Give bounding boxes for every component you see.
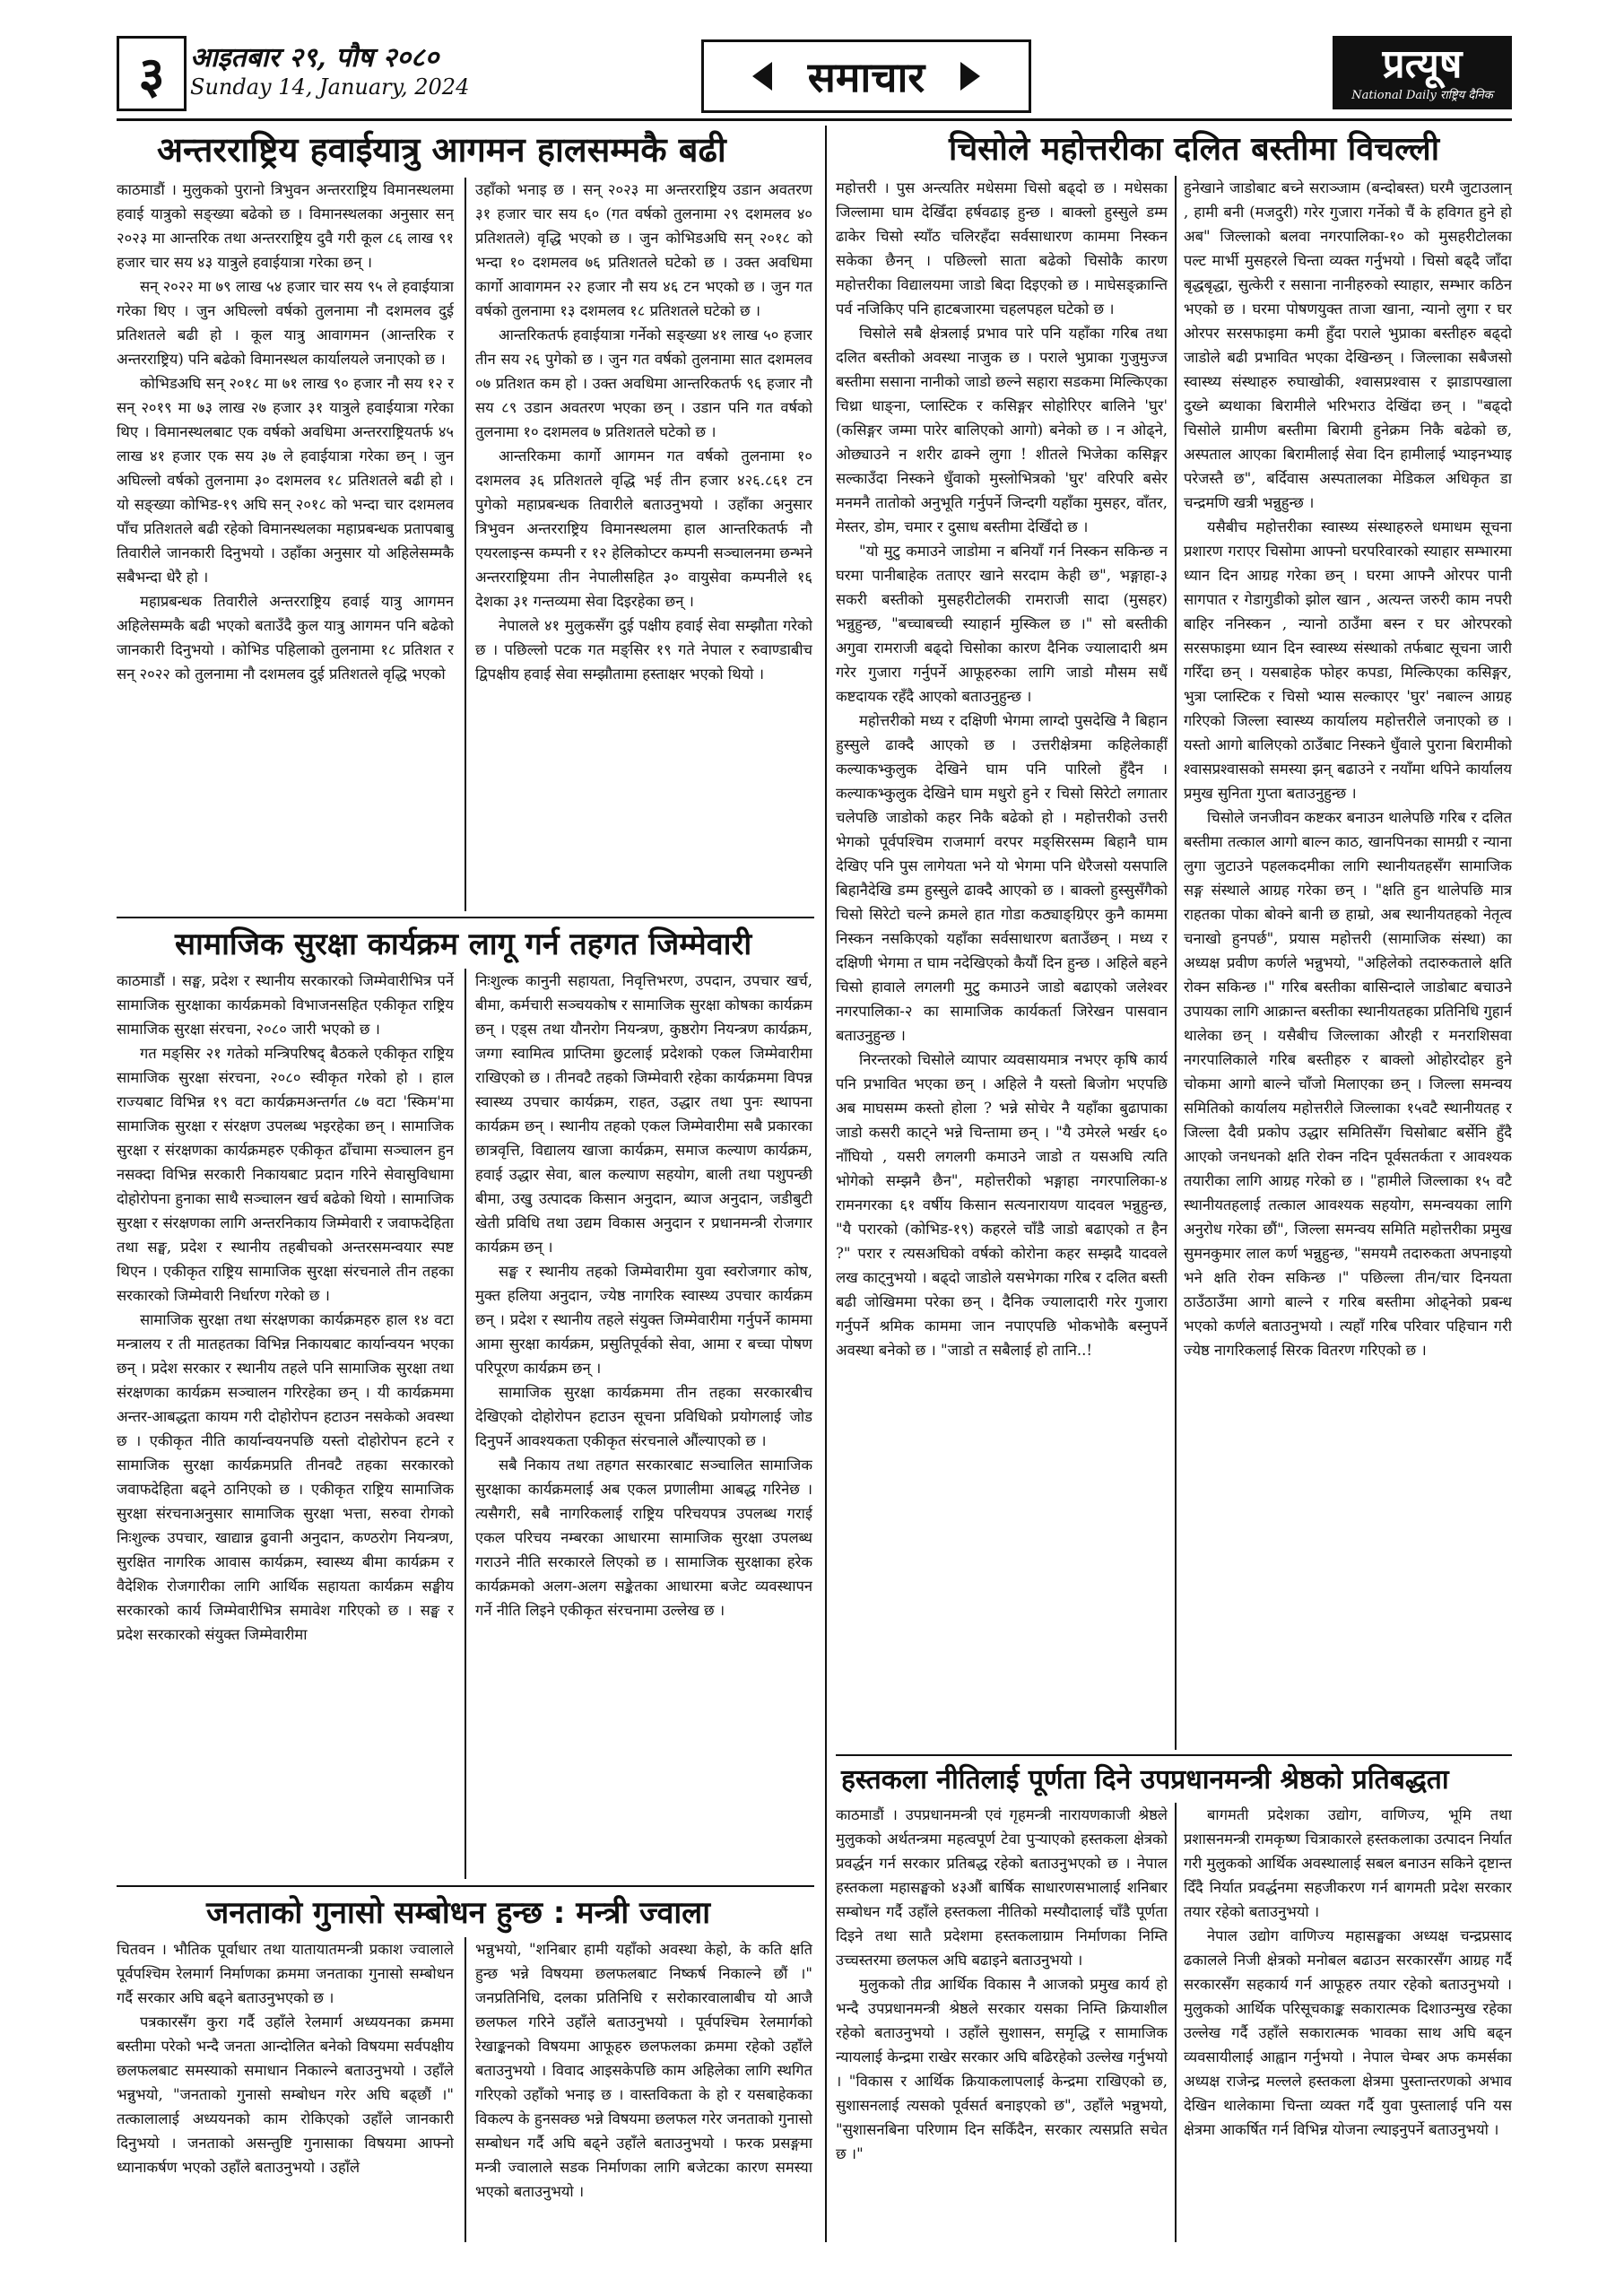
- logo-tagline: National Daily राष्ट्रिय दैनिक: [1351, 89, 1493, 102]
- paragraph: आन्तरिकमा कार्गो आगमन गत वर्षको तुलनामा १० दशमलव ३६ प्रतिशतले वृद्धि भई तीन हजार ४२६.८६१ टन पुगेको महाप्रबन्धक तिवारीले बताउनुभयो । उहाँका अनुसार त्रिभुवन अन्तरराष्ट्रिय विमानस्थलमा हाल आन्तरिकतर्फ नौ एयरलाइन्स कम्पनी र १२ हेलिकोप्टर कम्पनी सञ्चालनमा छन्भने अन्तरराष्ट्रियमा तीन नेपालीसहित ३० वायुसेवा कम्पनीले १६ देशका ३१ गन्तव्यमा सेवा दिइरहेका छन् ।: [475, 448, 812, 610]
- article-handicraft-col1: [836, 1803, 1168, 2242]
- date-english: Sunday 14, January, 2024: [190, 74, 470, 100]
- newspaper-logo: [1333, 36, 1512, 109]
- article-cold-col1: [836, 176, 1168, 1750]
- paragraph: पत्रकारसँग कुरा गर्दै उहाँले रेलमार्ग अध्ययनका क्रममा बस्तीमा परेको भन्दै जनता आन्दोलित बनेको विषयमा सर्वपक्षीय छलफलबाट समस्याको समाधान निकाल्ने बताउनुभयो । उहाँले भन्नुभयो, "जनताको गुनासो सम्बोधन गरेर अघि बढ्छौं ।" तत्कालालाई अध्ययनको काम रोकिएको उहाँले जानकारी दिनुभयो । जनताको असन्तुष्टि गुनासाका विषयमा आफ्नो ध्यानाकर्षण भएको उहाँले बताउनुभयो । उहाँले: [117, 2013, 454, 2176]
- paragraph: कोभिडअघि सन् २०१८ मा ७१ लाख ९० हजार नौ सय १२ र सन् २०१९ मा ७३ लाख २७ हजार ३१ यात्रुले हवाईयात्रा गरेका थिए । विमानस्थलबाट एक वर्षको अवधिमा अन्तरराष्ट्रियतर्फ ४५ लाख ४१ हजार एक सय ३७ ले हवाईयात्रा गरेका छन् । जुन अघिल्लो वर्षको तुलनामा ३० दशमलव १८ प्रतिशतले बढी हो । यो सङ्ख्या कोभिड-१९ अघि सन् २०१८ को भन्दा चार दशमलव पाँच प्रतिशतले बढी रहेको विमानस्थलका महाप्रबन्धक प्रतापबाबु तिवारीले जानकारी दिनुभयो । उहाँका अनुसार यो अहिलेसम्मकै सबैभन्दा धेरै हो ।: [117, 375, 454, 586]
- article-divider: [836, 1754, 1512, 1756]
- article-minister-col1: [117, 1937, 454, 2242]
- headline-cold: चिसोले महोत्तरीका दलित बस्तीमा विचल्ली: [949, 131, 1440, 168]
- paragraph: काठमाडौं । उपप्रधानमन्त्री एवं गृहमन्त्री नारायणकाजी श्रेष्ठले मुलुकको अर्थतन्त्रमा महत्वपूर्ण टेवा पुऱ्याएको हस्तकला क्षेत्रको प्रवर्द्धन गर्न सरकार प्रतिबद्ध रहेको बताउनुभएको छ । नेपाल हस्तकला महासङ्घको ४३औं बार्षिक साधारणसभालाई शनिबार सम्बोधन गर्दै उहाँले हस्तकला नीतिको मस्यौदालाई चाँडै पूर्णता दिइने तथा सातै प्रदेशमा हस्तकलाग्राम निर्माणका निम्ति उच्चस्तरमा छलफल अघि बढाइने बताउनुभयो ।: [836, 1806, 1168, 1969]
- headline-social-security: सामाजिक सुरक्षा कार्यक्रम लागू गर्न तहगत जिम्मेवारी: [175, 926, 752, 962]
- headline-airport: अन्तरराष्ट्रिय हवाईयात्रु आगमन हालसम्मकै बढी: [157, 130, 726, 170]
- paragraph: चिसोले सबै क्षेत्रलाई प्रभाव पारे पनि यहाँका गरिब तथा दलित बस्तीको अवस्था नाजुक छ । पराले भुप्राका गुजुमुज्ज बस्तीमा ससाना नानीको जाडो छल्ने सहारा सडकमा मिल्किएका चिथ्रा धाङ्ना, प्लास्टिक र कसिङ्गर सोहोरिएर बालिने 'घुर' (कसिङ्गर जम्मा पारेर बालिएको आगो) बनेको छ । न ओढ्ने, ओछ्याउने न शरीर ढाक्ने लुगा ! शीतले भिजेका कसिङ्गर सल्काउँदा निस्कने धुँवाको मुस्लोभित्रको 'घुर' वरिपरि बसेर मनमनै तातोको अनुभूति गर्नुपर्ने जिन्दगी यहाँका मुसहर, वाँतर, मेस्तर, डोम, चमार र दुसाध बस्तीमा देखिँदो छ ।: [836, 325, 1168, 535]
- paragraph: सङ्घ र स्थानीय तहको जिम्मेवारीमा युवा स्वरोजगार कोष, मुक्त हलिया अनुदान, ज्येष्ठ नागरिक स्वास्थ्य उपचार कार्यक्रम छन् । प्रदेश र स्थानीय तहले संयुक्त जिम्मेवारीमा गर्नुपर्ने काममा आमा सुरक्षा कार्यक्रम, प्रसुतिपूर्वको सेवा, आमा र बच्चा पोषण परिपूरण कार्यक्रम छन् ।: [475, 1263, 812, 1377]
- article-cold-col2: [1184, 176, 1512, 1750]
- paragraph: काठमाडौं । सङ्घ, प्रदेश र स्थानीय सरकारको जिम्मेवारीभित्र पर्ने सामाजिक सुरक्षाका कार्यक्रमको विभाजनसहित एकीकृत राष्ट्रिय सामाजिक सुरक्षा संरचना, २०८० जारी भएको छ ।: [117, 972, 454, 1038]
- arrow-right-icon: [960, 62, 980, 91]
- article-social-col1: [117, 969, 454, 1879]
- section-title: समाचार: [807, 53, 925, 101]
- paragraph: सबै निकाय तथा तहगत सरकारबाट सञ्चालित सामाजिक सुरक्षाका कार्यक्रमलाई अब एकल प्रणालीमा आबद्ध गरिनेछ । त्यसैगरी, सबै नागरिकलाई राष्ट्रिय परिचयपत्र उपलब्ध गराई एकल परिचय नम्बरका आधारमा सामाजिक सुरक्षा उपलब्ध गराउने नीति सरकारले लिएको छ । सामाजिक सुरक्षाका हरेक कार्यक्रमको अलग-अलग सङ्केतका आधारमा बजेट व्यवस्थापन गर्ने नीति लिइने एकीकृत संरचनामा उल्लेख छ ।: [475, 1457, 812, 1619]
- paragraph: उहाँको भनाइ छ । सन् २०२३ मा अन्तरराष्ट्रिय उडान अवतरण ३१ हजार चार सय ६० (गत वर्षको तुलनामा २९ दशमलव ४० प्रतिशतले) वृद्धि भएको छ । जुन कोभिडअघि सन् २०१८ को भन्दा १० दशमलव ७६ प्रतिशतले घटेको छ । उक्त अवधिमा कार्गो आवागमन २२ हजार नौ सय ४६ टन भएको छ । जुन गत वर्षको तुलनामा १३ दशमलव १८ प्रतिशतले घटेको छ ।: [475, 181, 812, 319]
- paragraph: मुलुकको तीव्र आर्थिक विकास नै आजको प्रमुख कार्य हो भन्दै उपप्रधानमन्त्री श्रेष्ठले सरकार यसका निम्ति क्रियाशील रहेको बताउनुभयो । उहाँले सुशासन, समृद्धि र सामाजिक न्यायलाई केन्द्रमा राखेर सरकार अघि बढिरहेको उल्लेख गर्नुभयो । "विकास र आर्थिक क्रियाकलापलाई केन्द्रमा राखिएको छ, सुशासनलाई त्यसको पूर्वसर्त बनाइएको छ", उहाँले भन्नुभयो, "सुशासनबिना परिणाम दिन सकिँदैन, सरकार त्यसप्रति सचेत छ ।": [836, 1976, 1168, 2162]
- paragraph: महोत्तरीको मध्य र दक्षिणी भेगमा लाग्दो पुसदेखि नै बिहान हुस्सुले ढाक्दै आएको छ । उत्तरीक्षेत्रमा कहिलेकाहीँ कल्याकभ्कुलुक देखिने घाम पनि पारिलो हुँदैन । कल्याकभ्कुलुक देखिने घाम मधुरो हुने र चिसो सिरेटो लगातार चलेपछि जाडोको कहर निकै बढेको हो । महोत्तरीको उत्तरी भेगको पूर्वपश्चिम राजमार्ग वरपर मङ्सिरसम्म बिहानै घाम देखिए पनि पुस लागेयता भने यो भेगमा पनि धेरैजसो यसपालि बिहानैदेखि डम्म हुस्सुले ढाक्दै आएको छ । बाक्लो हुस्सुसँगैको चिसो सिरेटो चल्ने क्रमले हात गोडा कठ्याङ्ग्रिएर कुनै काममा निस्कन नसकिएको यहाँका सर्वसाधारण बताउँछन् । मध्य र दक्षिणी भेगमा त घाम नदेखिएको कैयौं दिन हुन्छ । अहिले बहने चिसो हावाले लगलगी मुटु कमाउने जाडो बढाएको जलेश्वर नगरपालिका-२ का सामाजिक कार्यकर्ता जिरेखन पासवान बताउनुहुन्छ ।: [836, 712, 1168, 1044]
- article-divider: [117, 917, 814, 918]
- date-nepali: आइतबार २९, पौष २०८०: [190, 42, 439, 74]
- article-divider: [117, 1885, 814, 1887]
- masthead-rule: [117, 118, 1512, 121]
- section-label: [701, 39, 1031, 113]
- arrow-left-icon: [752, 62, 772, 91]
- paragraph: नेपालले ४१ मुलुकसँग दुई पक्षीय हवाई सेवा सम्झौता गरेको छ । पछिल्लो पटक गत मङ्सिर १९ गते नेपाल र रुवाण्डाबीच द्विपक्षीय हवाई सेवा सम्झौतामा हस्ताक्षर भएको थियो ।: [475, 617, 812, 683]
- paragraph: महाप्रबन्धक तिवारीले अन्तरराष्ट्रिय हवाई यात्रु आगमन अहिलेसम्मकै बढी भएको बताउँदै कुल यात्रु आगमन पनि बढेको जानकारी दिनुभयो । कोभिड पहिलाको तुलनामा १८ प्रतिशत र सन् २०२२ को तुलनामा नौ दशमलव दुई प्रतिशतले वृद्धि भएको: [117, 593, 454, 683]
- headline-minister: जनताको गुनासो सम्बोधन हुन्छ : मन्त्री ज्वाला: [206, 1895, 711, 1931]
- column-divider: [1175, 176, 1177, 1750]
- paragraph: चितवन । भौतिक पूर्वाधार तथा यातायातमन्त्री प्रकाश ज्वालाले पूर्वपश्चिम रेलमार्ग निर्माणका क्रममा जनताका गुनासो सम्बोधन गर्दै सरकार अघि बढ्ने बताउनुभएको छ ।: [117, 1941, 454, 2006]
- paragraph: आन्तरिकतर्फ हवाईयात्रा गर्नेको सङ्ख्या ४१ लाख ५० हजार तीन सय २६ पुगेको छ । जुन गत वर्षको तुलनामा सात दशमलव ०७ प्रतिशत कम हो । उक्त अवधिमा आन्तरिकतर्फ ९६ हजार नौ सय ८९ उडान अवतरण भएका छन् । उडान पनि गत वर्षको तुलनामा १० दशमलव ७ प्रतिशतले घटेको छ ।: [475, 326, 812, 440]
- article-airport-col2: [475, 178, 812, 911]
- article-social-col2: [475, 969, 812, 1879]
- paragraph: गत मङ्सिर २१ गतेको मन्त्रिपरिषद् बैठकले एकीकृत राष्ट्रिय सामाजिक सुरक्षा संरचना, २०८० स्वीकृत गरेको हो । हाल राज्यबाट विभिन्न १९ वटा कार्यक्रमअन्तर्गत ८७ वटा 'स्किम'मा सामाजिक सुरक्षा र संरक्षण उपलब्ध भइरहेका छन् । सामाजिक सुरक्षा र संरक्षणका कार्यक्रमहरु एकीकृत ढाँचामा सञ्चालन हुन नसक्दा विभिन्न सरकारी निकायबाट प्रदान गरिने सेवासुविधामा दोहोरोपना हुनाका साथै सञ्चालन खर्च बढेको थियो । सामाजिक सुरक्षा र संरक्षणका लागि अन्तरनिकाय जिम्मेवारी र जवाफदेहिता तथा सङ्घ, प्रदेश र स्थानीय तहबीचको अन्तरसमन्वयार स्पष्ट थिएन । एकीकृत राष्ट्रिय सामाजिक सुरक्षा संरचनाले तीन तहका सरकारको जिम्मेवारी निर्धारण गरेको छ ।: [117, 1045, 454, 1304]
- dateline: [190, 38, 469, 100]
- paragraph: चिसोले जनजीवन कष्टकर बनाउन थालेपछि गरिब र दलित बस्तीमा तत्काल आगो बाल्न काठ, खानपिनका सामग्री र न्याना लुगा जुटाउने पहलकदमीका लागि स्थानीयतहसँग सामाजिक सङ्ग संस्थाले आग्रह गरेका छन् । "क्षति हुन थालेपछि मात्र राहतका पोका बोक्ने बानी छ हाम्रो, अब स्थानीयतहको नेतृत्व चनाखो हुनपर्छ", प्रयास महोत्तरी (सामाजिक संस्था) का अध्यक्ष प्रवीण कर्णले भन्नुभयो, "अहिलेको तदारुकताले क्षति रोक्न सकिन्छ ।" गरिब बस्तीका बासिन्दाले जाडोबाट बचाउने उपायका लागि आक्रान्त बस्तीका स्थानीयतहका प्रतिनिधि गुहार्न थालेका छन् । यसैबीच जिल्लाका औरही र मनराशिसवा नगरपालिकाले गरिब बस्तीहरु र बाक्लो ओहोरदोहर हुने चोकमा आगो बाल्ने चाँजो मिलाएका छन् । जिल्ला समन्वय समितिको कार्यालय महोत्तरीले जिल्लाका १५वटै स्थानीयतह र जिल्ला दैवी प्रकोप उद्धार समितिसँग चिसोबाट बर्सेनि हुँदै आएको जनधनको क्षति रोक्न नदिन पूर्वसतर्कता र आवश्यक तयारीका लागि आग्रह गरेको छ । "हामीले जिल्लाका १५ वटै स्थानीयतहलाई तत्काल आवश्यक सहयोग, समन्वयका लागि अनुरोध गरेका छौं", जिल्ला समन्वय समिति महोत्तरीका प्रमुख सुमनकुमार लाल कर्ण भन्नुहुन्छ, "समयमै तदारुकता अपनाइयो भने क्षति रोक्न सकिन्छ ।" पछिल्ला तीन/चार दिनयता ठाउँठाउँमा आगो बाल्ने र गरिब बस्तीमा ओढ्नेको प्रबन्ध भएको कर्णले बताउनुभयो । त्यहाँ गरिब परिवार पहिचान गरी ज्येष्ठ नागरिकलाई सिरक वितरण गरिएको छ ।: [1184, 809, 1512, 1359]
- column-divider: [465, 178, 466, 911]
- paragraph: हुनेखाने जाडोबाट बच्ने सराञ्जाम (बन्दोबस्त) घरमै जुटाउलान् , हामी बनी (मजदुरी) गरेर गुजारा गर्नेको चैं के हविगत हुने हो अब" जिल्लाको बलवा नगरपालिका-१० को मुसहरीटोलका पल्ट मार्भी मुसहरले चिन्ता व्यक्त गर्नुभयो । चिसो बढ्दै जाँदा बृद्धबृद्धा, सुत्केरी र ससाना नानीहरुको स्याहार, सम्भार कठिन भएको छ । घरमा पोषणयुक्त ताजा खाना, न्यानो लुगा र घर ओरपर सरसफाइमा कमी हुँदा पराले भुप्राका बस्तीहरु बढ्दो जाडोले बढी प्रभावित भएका देखिन्छन् । जिल्लाका सबैजसो स्वास्थ्य संस्थाहरु रुघाखोकी, श्वासप्रश्वास र झाडापखाला दुख्ने ब्यथाका बिरामीले भरिभराउ देखिंदा छन् । "बढ्दो चिसोले ग्रामीण बस्तीमा बिरामी हुनेक्रम निकै बढेको छ, अस्पताल आएका बिरामीलाई सेवा दिन हामीलाई भ्याइनभ्याइ परेजस्तै छ", बर्दिवास अस्पतालका मेडिकल अधिकृत डा चन्द्रमणि खत्री भन्नुहुन्छ ।: [1184, 179, 1512, 511]
- paragraph: निरन्तरको चिसोले व्यापार व्यवसायमात्र नभएर कृषि कार्य पनि प्रभावित भएका छन् । अहिले नै यस्तो बिजोग भएपछि अब माघसम्म कस्तो होला ? भन्ने सोचेर नै यहाँका बुढापाका जाडो कसरी काट्ने भन्ने चिन्तामा छन् । "यै उमेरले भर्खर ६० नाँघियो , यसरी लगलगी कमाउने जाडो त यसअघि त्यति भोगेको सम्झनै छैन", महोत्तरीको भङ्गाहा नगरपालिका-४ रामनगरका ६१ वर्षीय किसान सत्यनारायण यादवल भन्नुहुन्छ, "यै परारको (कोभिड-१९) कहरले चाँडै जाडो बढाएको त हैन ?" परार र त्यसअघिको वर्षको कोरोना कहर सम्झदै यादवले लख काट्नुभयो । बढ्दो जाडोले यसभेगका गरिब र दलित बस्ती बढी जोखिममा परेका छन् । दैनिक ज्यालादारी गरेर गुजारा गर्नुपर्ने श्रमिक काममा जान नपाएपछि भोकभोकै बस्नुपर्ने अवस्था बनेको छ । "जाडो त सबैलाई हो तानि..!: [836, 1051, 1168, 1359]
- paragraph: सामाजिक सुरक्षा कार्यक्रममा तीन तहका सरकारबीच देखिएको दोहोरोपन हटाउन सूचना प्रविधिको प्रयोगलाई जोड दिनुपर्ने आवश्यकता एकीकृत संरचनाले औंल्याएको छ ।: [475, 1384, 812, 1449]
- article-minister-col2: [475, 1937, 812, 2242]
- paragraph: भन्नुभयो, "शनिबार हामी यहाँको अवस्था केहो, के कति क्षति हुन्छ भन्ने विषयमा छलफलबाट निष्कर्ष निकाल्ने छौं ।" जनप्रतिनिधि, दलका प्रतिनिधि र सरोकारवालाबीच यो आजै छलफल गरिने उहाँले बताउनुभयो । पूर्वपश्चिम रेलमार्गको रेखाङ्कनको विषयमा आफूहरु छलफलका क्रममा रहेको उहाँले बताउनुभयो । विवाद आइसकेपछि काम अहिलेका लागि स्थगित गरिएको उहाँको भनाइ छ । वास्तविकता के हो र यसबाहेकका विकल्प के हुनसक्छ भन्ने विषयमा छलफल गरेर जनताको गुनासो सम्बोधन गर्दै अघि बढ्ने उहाँले बताउनुभयो । फरक प्रसङ्गमा मन्त्री ज्वालाले सडक निर्माणका लागि बजेटका कारण समस्या भएको बताउनुभयो ।: [475, 1941, 812, 2200]
- headline-handicraft: हस्तकला नीतिलाई पूर्णता दिने उपप्रधानमन्त्री श्रेष्ठको प्रतिबद्धता: [841, 1764, 1449, 1796]
- logo-name: प्रत्यूष: [1382, 41, 1463, 87]
- paragraph: निःशुल्क कानुनी सहायता, निवृत्तिभरण, उपदान, उपचार खर्च, बीमा, कर्मचारी सञ्चयकोष र सामाजिक सुरक्षा कोषका कार्यक्रम छन् । एड्स तथा यौनरोग नियन्त्रण, कुष्ठरोग नियन्त्रण कार्यक्रम, जग्गा स्वामित्व प्राप्तिमा छुटलाई प्रदेशको एकल जिम्मेवारीमा राखिएको छ । तीनवटै तहको जिम्मेवारी रहेका कार्यक्रममा विपन्न स्वास्थ्य उपचार कार्यक्रम, राहत, उद्धार तथा पुनः स्थापना कार्यक्रम छन् । स्थानीय तहको एकल जिम्मेवारीमा सबै प्रकारका छात्रवृत्ति, विद्यालय खाजा कार्यक्रम, समाज कल्याण कार्यक्रम, हवाई उद्धार सेवा, बाल कल्याण सहयोग, बाली तथा पशुपन्छी बीमा, उखु उत्पादक किसान अनुदान, ब्याज अनुदान, जडीबुटी खेती प्रविधि तथा उद्यम विकास अनुदान र प्रधानमन्त्री रोजगार कार्यक्रम छन् ।: [475, 972, 812, 1256]
- column-divider: [465, 969, 466, 1879]
- column-divider: [1175, 1803, 1177, 2242]
- paragraph: सामाजिक सुरक्षा तथा संरक्षणका कार्यक्रमहरु हाल १४ वटा मन्त्रालय र ती मातहतका विभिन्न निकायबाट कार्यान्वयन भएका छन् । प्रदेश सरकार र स्थानीय तहले पनि सामाजिक सुरक्षा तथा संरक्षणका कार्यक्रम सञ्चालन गरिरहेका छन् । यी कार्यक्रममा अन्तर-आबद्धता कायम गरी दोहोरोपन हटाउन नसकेको अवस्था छ । एकीकृत नीति कार्यान्वयनपछि यस्तो दोहोरोपन हटने र सामाजिक सुरक्षा कार्यक्रमप्रति तीनवटै तहका सरकारको जवाफदेहिता बढ्ने ठानिएको छ । एकीकृत राष्ट्रिय सामाजिक सुरक्षा संरचनाअनुसार सामाजिक सुरक्षा भत्ता, सरुवा रोगको निःशुल्क उपचार, खाद्यान्न ढुवानी अनुदान, कण्ठरोग नियन्त्रण, सुरक्षित नागरिक आवास कार्यक्रम, स्वास्थ्य बीमा कार्यक्रम र वैदेशिक रोजगारीका लागि आर्थिक सहायता कार्यक्रम सङ्घीय सरकारको कार्य जिम्मेवारीभित्र समावेश गरिएको छ । सङ्घ र प्रदेश सरकारको संयुक्त जिम्मेवारीमा: [117, 1311, 454, 1643]
- page-number: ३: [117, 36, 187, 111]
- paragraph: काठमाडौं । मुलुकको पुरानो त्रिभुवन अन्तरराष्ट्रिय विमानस्थलमा हवाई यात्रुको सङ्ख्या बढेको छ । विमानस्थलका अनुसार सन् २०२३ मा आन्तरिक तथा अन्तरराष्ट्रिय दुवै गरी कूल ८६ लाख ९१ हजार चार सय ४३ यात्रुले हवाईयात्रा गरेका छन् ।: [117, 181, 454, 271]
- paragraph: बागमती प्रदेशका उद्योग, वाणिज्य, भूमि तथा प्रशासनमन्त्री रामकृष्ण चित्राकारले हस्तकलाका उत्पादन निर्यात गरी मुलुकको आर्थिक अवस्थालाई सबल बनाउन सकिने दृष्टान्त दिँदै निर्यात प्रवर्द्धनमा सहजीकरण गर्न बागमती प्रदेश सरकार तयार रहेको बताउनुभयो ।: [1184, 1806, 1512, 1920]
- article-handicraft-col2: [1184, 1803, 1512, 2242]
- paragraph: नेपाल उद्योग वाणिज्य महासङ्घका अध्यक्ष चन्द्रप्रसाद ढकालले निजी क्षेत्रको मनोबल बढाउन सरकारसँग आग्रह गर्दै सरकारसँग सहकार्य गर्न आफूहरु तयार रहेको बताउनुभयो । मुलुकको आर्थिक परिसूचकाङ्क सकारात्मक दिशाउन्मुख रहेका उल्लेख गर्दै उहाँले सकारात्मक भावका साथ अघि बढ्न व्यवसायीलाई आह्वान गर्नुभयो । नेपाल चेम्बर अफ कमर्सका अध्यक्ष राजेन्द्र मल्लले हस्तकला क्षेत्रमा पुस्तान्तरणको अभाव देखिन थालेकामा चिन्ता व्यक्त गर्दै युवा पुस्तालाई पनि यस क्षेत्रमा आकर्षित गर्न विभिन्न योजना ल्याइनुपर्ने बताउनुभयो ।: [1184, 1927, 1512, 2138]
- paragraph: "यो मुटु कमाउने जाडोमा न बनियाँ गर्न निस्कन सकिन्छ न घरमा पानीबाहेक तताएर खाने सरदाम केही छ", भङ्गाहा-३ सकरी बस्तीको मुसहरीटोलकी रामराजी सादा (मुसहर) भन्नुहुन्छ, "बच्चाबच्ची स्याहार्न मुस्किल छ ।" सो बस्तीकी अगुवा रामराजी बढ्दो चिसोका कारण दैनिक ज्यालादारी श्रम गरेर गुजारा गर्नुपर्ने आफूहरुका लागि जाडो मौसम सधैं कष्टदायक रहँदै आएको बताउनुहुन्छ ।: [836, 543, 1168, 705]
- column-divider: [465, 1937, 466, 2242]
- paragraph: महोत्तरी । पुस अन्त्यतिर मधेसमा चिसो बढ्दो छ । मधेसका जिल्लामा घाम देखिँदा हर्षवढाइ हुन्छ । बाक्लो हुस्सुले डम्म ढाकेर चिसो स्याँठ चलिरहँदा सर्वसाधारण काममा निस्कन सकेका छैनन् । पछिल्लो साता बढेको चिसोकै कारण महोत्तरीका विद्यालयमा जाडो बिदा दिइएको छ । माघेसङ्क्रान्ति पर्व नजिकिए पनि हाटबजारमा चहलपहल घटेको छ ।: [836, 179, 1168, 317]
- article-airport-col1: [117, 178, 454, 911]
- paragraph: यसैबीच महोत्तरीका स्वास्थ्य संस्थाहरुले धमाधम सूचना प्रशारण गराएर चिसोमा आफ्नो घरपरिवारको स्याहार सम्भारमा ध्यान दिन आग्रह गरेका छन् । घरमा आफ्नै ओरपर पानी सागपात र गेडागुडीको झोल खान , अत्यन्त जरुरी काम नपरी बाहिर ननिस्कन , न्यानो ठाउँमा बस्न र घर ओरपरको सरसफाइमा ध्यान दिन स्वास्थ्य संस्थाको तर्फबाट सूचना जारी गरिँदा छन् । यसबाहेक फोहर कपडा, मिल्किएका कसिङ्गर, भुत्रा प्लास्टिक र चिसो भ्यास सल्काएर 'घुर' नबाल्न आग्रह गरिएको जिल्ला स्वास्थ्य कार्यालय महोत्तरीले जनाएको छ । यस्तो आगो बालिएको ठाउँबाट निस्कने धुँवाले पुराना बिरामीको श्वासप्रश्वासको समस्या झन् बढाउने र नयाँमा थपिने कार्यालय प्रमुख सुनिता गुप्ता बताउनुहुन्छ ।: [1184, 518, 1512, 802]
- page-divider: [825, 126, 827, 2242]
- paragraph: सन् २०२२ मा ७९ लाख ५४ हजार चार सय ९५ ले हवाईयात्रा गरेका थिए । जुन अघिल्लो वर्षको तुलनामा नौ दशमलव दुई प्रतिशतले बढी हो । कूल यात्रु आवागमन (आन्तरिक र अन्तरराष्ट्रिय) पनि बढेको विमानस्थल कार्यालयले जनाएको छ ।: [117, 278, 454, 368]
